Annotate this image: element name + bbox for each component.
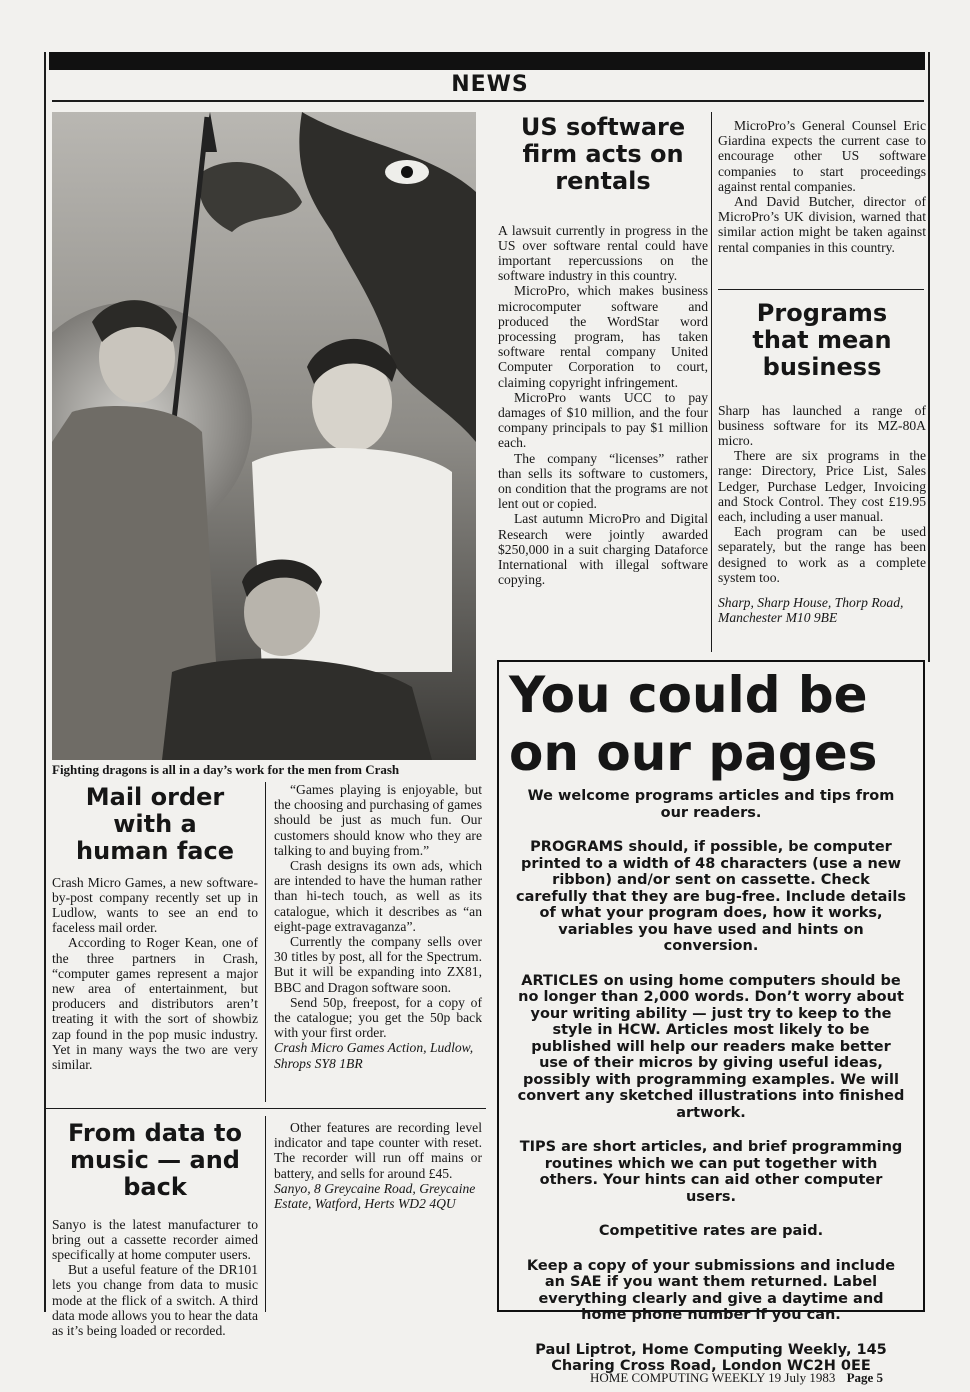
paragraph: Each program can be used separately, but the range has been designed to work as a complete system too. bbox=[718, 524, 926, 585]
paragraph: MicroPro wants UCC to pay damages of $10 million, and the four company principals to pay $1 million each. bbox=[498, 389, 708, 451]
paragraph: Last autumn MicroPro and Digital Research were jointly awarded $250,000 in a suit charging Dataforce International with illegal software copying. bbox=[498, 511, 708, 588]
column-rule bbox=[711, 112, 712, 652]
right-border bbox=[928, 52, 930, 662]
page-footer bbox=[590, 1370, 883, 1386]
headline-line: rentals bbox=[555, 166, 651, 195]
paragraph: MicroPro, which makes business microcomputer software and produced the WordStar word processing program, has taken software rental company United Computer Corporation to court, claiming copyright infringement. bbox=[498, 283, 708, 390]
article-body bbox=[52, 1217, 258, 1339]
section-title: NEWS bbox=[451, 72, 529, 97]
article-mail-order bbox=[52, 784, 258, 1072]
advert-text bbox=[515, 788, 907, 1375]
article-data-music bbox=[52, 1120, 258, 1338]
article-headline bbox=[718, 300, 926, 381]
paragraph: Send 50p, freepost, for a copy of the catalogue; you get the 50p back with your first order. bbox=[274, 994, 482, 1041]
article-body bbox=[52, 875, 258, 1073]
article-mail-order-cont bbox=[274, 782, 482, 1071]
article-headline bbox=[52, 1120, 258, 1201]
advert-paragraph: We welcome programs articles and tips from our readers. bbox=[527, 788, 895, 821]
headline-line: Programs bbox=[756, 299, 888, 327]
paragraph: Crash designs its own ads, which are intended to have the human rather than hi-tech touch, as well as its catalogue, which it describes as “an eight-page extravaganza”. bbox=[274, 858, 482, 934]
article-us-software-cont bbox=[718, 118, 926, 255]
paragraph: Crash Micro Games, a new software-by-post company recently set up in Ludlow, wants to see an end to faceless mail order. bbox=[52, 874, 258, 936]
advert-title-line: on our pages bbox=[509, 724, 878, 782]
page-number: Page 5 bbox=[846, 1370, 884, 1385]
article-headline bbox=[52, 784, 258, 865]
address: Sharp, Sharp House, Thorp Road, Manchester M10 9BE bbox=[718, 595, 904, 626]
advert-paragraph: Competitive rates are paid. bbox=[598, 1223, 824, 1239]
column-rule bbox=[265, 1116, 266, 1312]
address: Crash Micro Games Action, Ludlow, Shrops SY8 1BR bbox=[274, 1040, 474, 1071]
paragraph: “Games playing is enjoyable, but the choosing and purchasing of games should be just as much fun. Our customers should know who they are talking to and buying from.” bbox=[274, 782, 483, 858]
article-body bbox=[718, 403, 926, 626]
paragraph: According to Roger Kean, one of the three partners in Crash, “computer games represent a major new area of entertainment, but producers and distributors aren’t treating it with the sort of showbiz zap found in the pop music industry. Yet in many ways the two are very similar. bbox=[52, 935, 258, 1073]
photo-crash-team bbox=[52, 112, 476, 760]
headline-line: US software bbox=[520, 113, 686, 141]
headline-line: From data to bbox=[68, 1119, 242, 1147]
article-us-software bbox=[498, 114, 708, 588]
headline-line: that mean bbox=[752, 325, 892, 354]
advert-title bbox=[509, 666, 913, 782]
photo-caption: Fighting dragons is all in a day’s work for the men from Crash bbox=[52, 762, 400, 777]
paragraph: The company “licenses” rather than sells its software to customers, on condition that the programs are not lent out or copied. bbox=[498, 450, 708, 512]
paragraph: And David Butcher, director of MicroPro’s UK division, warned that similar action might be taken against rental companies in this country. bbox=[718, 194, 926, 255]
article-body bbox=[274, 782, 482, 1071]
paragraph: Sanyo is the latest manufacturer to bring out a cassette recorder aimed specifically at home computer users. bbox=[52, 1216, 258, 1263]
headline-line: human face bbox=[76, 836, 234, 865]
header-bar bbox=[49, 52, 925, 70]
photo-illustration bbox=[52, 112, 476, 760]
paragraph: Sharp has launched a range of business software for its MZ-80A micro. bbox=[718, 402, 926, 449]
headline-line: back bbox=[123, 1172, 187, 1201]
column-rule bbox=[265, 782, 266, 1102]
paragraph: Currently the company sells over 30 titles by post, all for the Spectrum. But it will be expanding into ZX81, BBC and Dragon software soon. bbox=[274, 934, 482, 995]
paragraph: Other features are recording level indicator and tape counter with reset. The recorder will run off mains or battery, and sells for around £45. bbox=[274, 1120, 482, 1181]
headline-line: business bbox=[762, 352, 882, 381]
section-rule bbox=[52, 100, 924, 102]
footer-publication: HOME COMPUTING WEEKLY 19 July 1983 bbox=[590, 1370, 836, 1385]
left-border bbox=[44, 52, 46, 1312]
headline-line: firm acts on bbox=[522, 139, 684, 168]
advert-paragraph: ARTICLES on using home computers should be no longer than 2,000 words. Don’t worry about your writing ability — just try to keep to the style in HCW. Articles most likely to be published will help our readers make better use of their micros by giving useful ideas, possibly with programming examples. We will convert any sketched illustrations into finished artwork. bbox=[517, 972, 905, 1121]
article-rule bbox=[718, 289, 924, 290]
article-data-music-cont bbox=[274, 1120, 482, 1211]
paragraph: There are six programs in the range: Directory, Price List, Sales Ledger, Purchase Ledger, Invoicing and Stock Control. They cost £19.95 each, including a user manual. bbox=[718, 448, 926, 525]
advert-paragraph: TIPS are short articles, and brief programming routines which we can put together with others. Your hints can aid other computer users. bbox=[519, 1139, 903, 1205]
advert-paragraph: PROGRAMS should, if possible, be computer printed to a width of 48 characters (use a new ribbon) and/or sent on cassette. Check carefully that they are bug-free. Include details of what your program does, how it works, variables you have used and hints on conversion. bbox=[515, 839, 906, 954]
headline-line: music — and bbox=[69, 1145, 240, 1174]
advert-title-line: You could be bbox=[509, 666, 868, 724]
headline-line: with a bbox=[113, 809, 197, 838]
article-programs-business bbox=[718, 300, 926, 625]
article-body bbox=[718, 118, 926, 255]
paragraph: But a useful feature of the DR101 lets you change from data to music mode at the flick of a switch. A third data mode allows you to hear the data as it’s being loaded or recorded. bbox=[52, 1262, 258, 1339]
headline-line: Mail order bbox=[85, 783, 225, 811]
article-rule bbox=[46, 1108, 486, 1109]
article-body bbox=[274, 1120, 482, 1211]
advert-box bbox=[497, 660, 925, 1374]
advert-contact: Paul Liptrot, Home Computing Weekly, 145 Charing Cross Road, London WC2H 0EE bbox=[535, 1341, 887, 1374]
paragraph: A lawsuit currently in progress in the US over software rental could have important repercussions on the software industry in this country. bbox=[498, 222, 708, 284]
article-body bbox=[498, 219, 708, 588]
article-headline bbox=[498, 114, 708, 195]
advert-paragraph: Keep a copy of your submissions and include an SAE if you want them returned. Label everything clearly and give a daytime and home phone number if you can. bbox=[526, 1257, 896, 1323]
address: Sanyo, 8 Greycaine Road, Greycaine Estate, Watford, Herts WD2 4QU bbox=[274, 1180, 476, 1212]
paragraph: MicroPro’s General Counsel Eric Giardina expects the current case to encourage other US software companies to start proceedings against rental companies. bbox=[718, 118, 926, 194]
